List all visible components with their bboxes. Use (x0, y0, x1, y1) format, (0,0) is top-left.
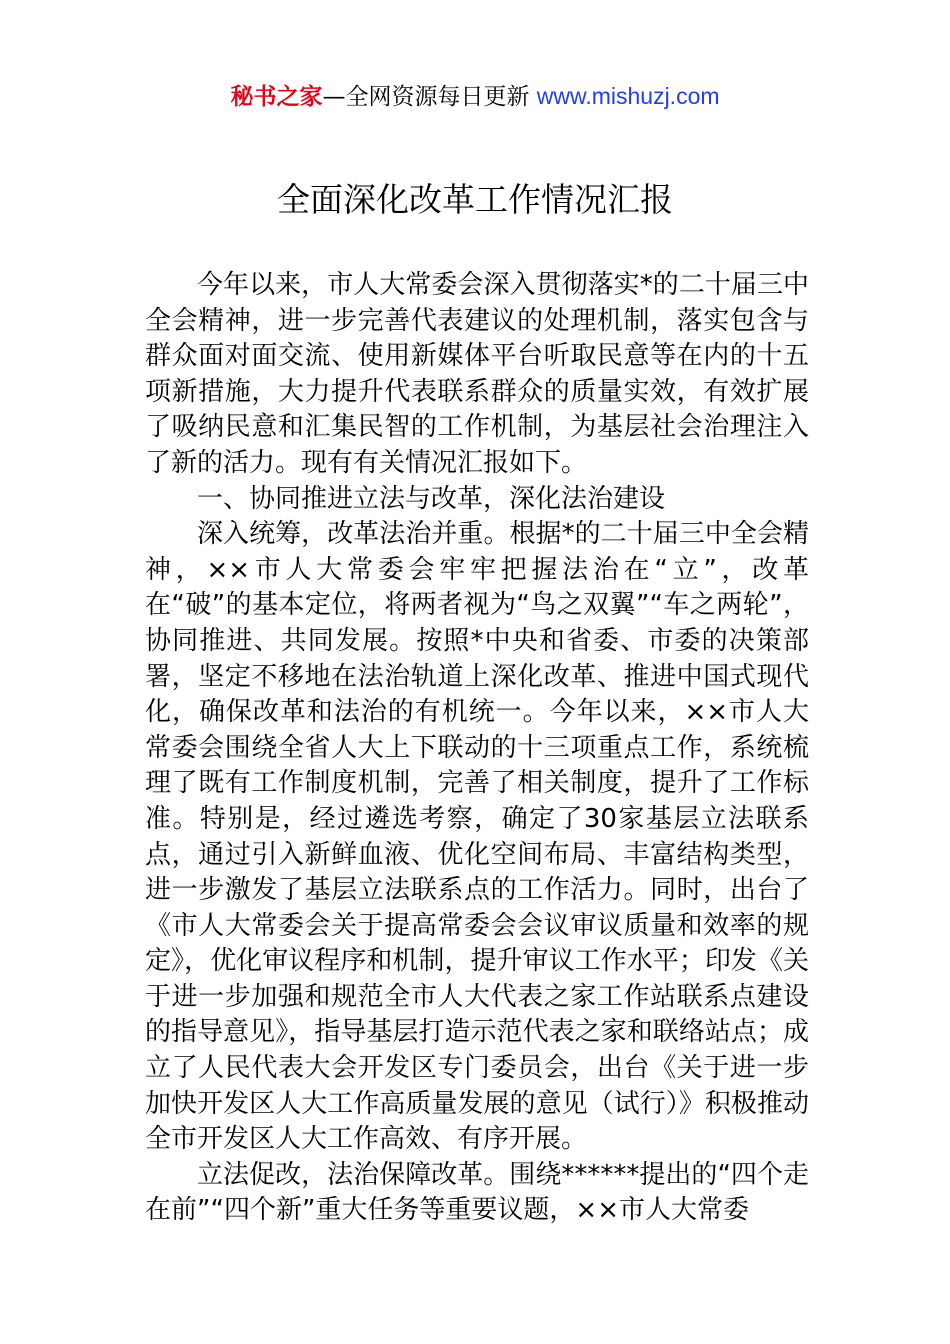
document-title: 全面深化改革工作情况汇报 (277, 180, 673, 219)
site-brand-name: 秘书之家 (230, 84, 323, 110)
intro-paragraph: 今年以来，市人大常委会深入贯彻落实*的二十届三中全会精神，进一步完善代表建议的处理机制，落实包含与群众面对面交流、使用新媒体平台听取民意等在内的十五项新措施，大力提升代表联系群众的质量实效，有效扩展了吸纳民意和汇集民智的工作机制，为基层社会治理注入了新的活力。现有有关情况汇报如下。 (145, 270, 809, 478)
body-paragraph: 立法促改，法治保障改革。围绕******提出的“四个走在前”“四个新”重大任务等重要议题，××市人大常委 (145, 1159, 809, 1226)
site-banner (0, 80, 950, 113)
site-tagline: —全网资源每日更新 (322, 84, 537, 110)
section-heading: 一、协同推进立法与改革，深化法治建设 (197, 483, 666, 514)
document-body (145, 268, 809, 1229)
site-url-link[interactable]: www.mishuzj.com (536, 83, 720, 109)
body-paragraph: 深入统筹，改革法治并重。根据*的二十届三中全会精神，××市人大常委会牢牢把握法治在“立”，改革在“破”的基本定位，将两者视为“鸟之双翼”“车之两轮”，协同推进、共同发展。按照*中央和省委、市委的决策部署，坚定不移地在法治轨道上深化改革、推进中国式现代化，确保改革和法治的有机统一。今年以来，××市人大常委会围绕全省人大上下联动的十三项重点工作，系统梳理了既有工作制度机制，完善了相关制度，提升了工作标准。特别是，经过遴选考察，确定了30家基层立法联系点，通过引入新鲜血液、优化空间布局、丰富结构类型，进一步激发了基层立法联系点的工作活力。同时，出台了《市人大常委会关于提高常委会会议审议质量和效率的规定》，优化审议程序和机制，提升审议工作水平；印发《关于进一步加强和规范全市人大代表之家工作站联系点建设的指导意见》，指导基层打造示范代表之家和联络站点；成立了人民代表大会开发区专门委员会，出台《关于进一步加快开发区人大工作高质量发展的意见（试行）》积极推动全市开发区人大工作高效、有序开展。 (145, 519, 809, 1155)
